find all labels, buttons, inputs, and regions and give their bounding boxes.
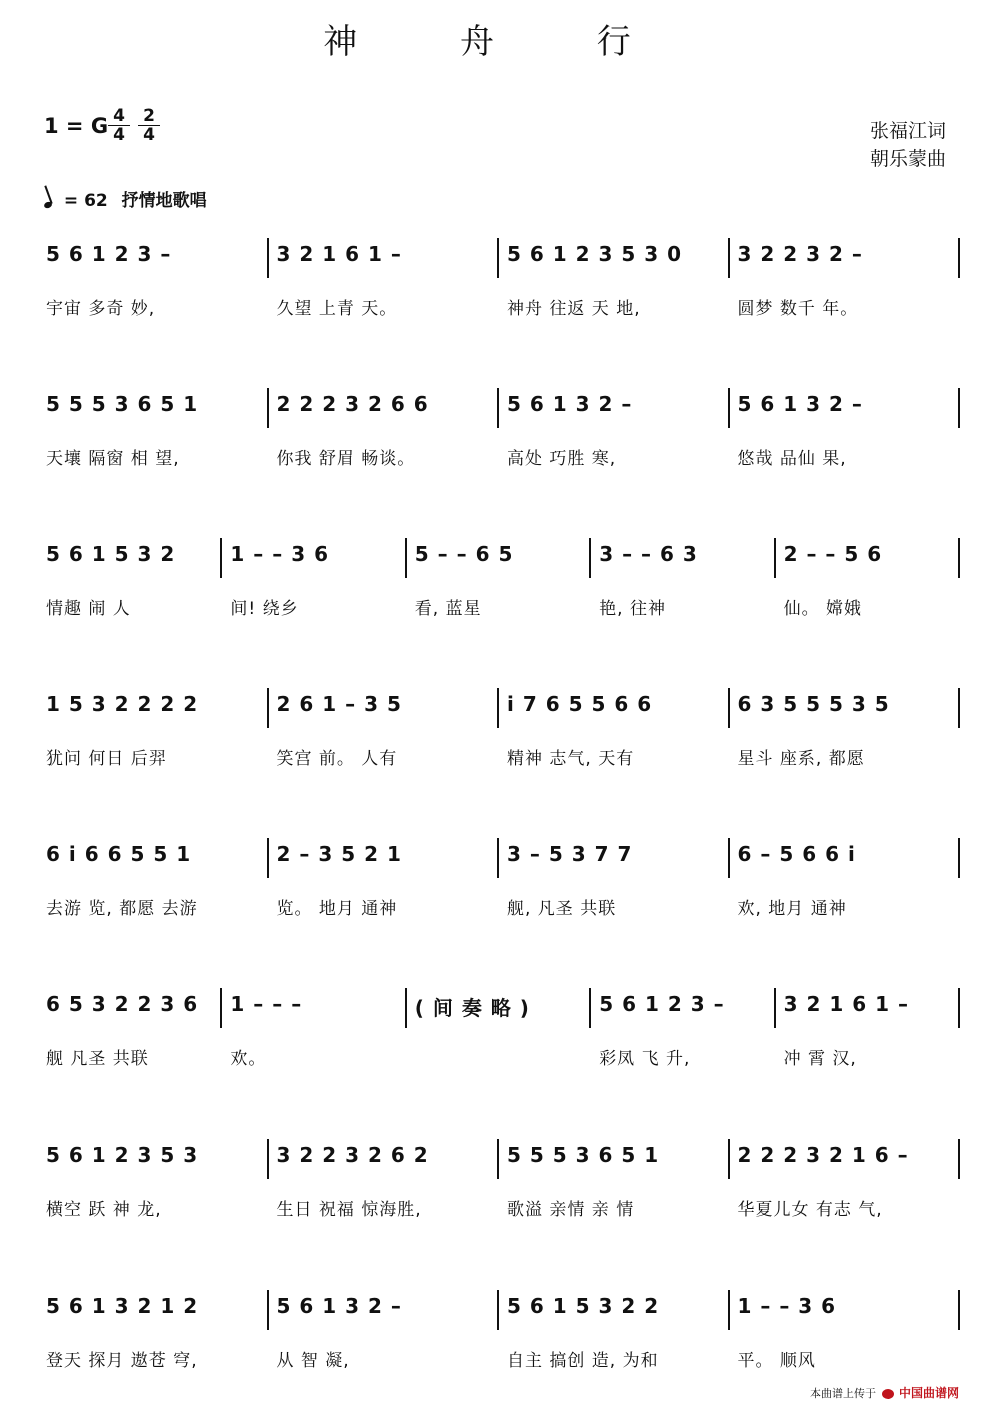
measure-notes: 5 5 5 3 6 5 1 (46, 392, 199, 416)
barline (497, 838, 499, 878)
barline (267, 238, 269, 278)
measure-lyric: 看, 蓝星 (414, 599, 482, 619)
measure-lyric: 悠哉 品仙 果, (737, 449, 847, 469)
barline (267, 388, 269, 428)
measure-lyric: 神舟 往返 天 地, (507, 299, 641, 319)
measure-notes: 6 – 5 6 6 i (737, 842, 856, 866)
measure-notes: 3 – 5 3 7 7 (507, 842, 633, 866)
measure-lyric: 圆梦 数千 年。 (737, 299, 859, 319)
measure-notes: 3 – – 6 3 (599, 542, 698, 566)
measure-lyric: 你我 舒眉 畅谈。 (276, 449, 416, 469)
measure-notes: 6 i 6 6 5 5 1 (46, 842, 192, 866)
measure-lyric: 横空 跃 神 龙, (46, 1200, 162, 1220)
key-signature: 1 = G (44, 114, 109, 138)
measure-lyric: 仙。 嫦娥 (783, 599, 862, 619)
measure-notes: 5 6 1 2 3 5 3 (46, 1143, 199, 1167)
measure-lyric: 笑宫 前。 人有 (276, 749, 398, 769)
barline (958, 538, 960, 578)
measure-notes: 1 – – 3 6 (737, 1294, 837, 1318)
time-signature-2: 2 4 (138, 108, 160, 143)
quarter-note-icon (43, 201, 53, 209)
barline (589, 988, 591, 1028)
measure-notes: 2 – 3 5 2 1 (276, 842, 402, 866)
measure-lyric: 自主 搞创 造, 为和 (507, 1351, 659, 1371)
measure-notes: 5 5 5 3 6 5 1 (507, 1143, 660, 1167)
time-signature-1: 4 4 (108, 108, 130, 143)
measure-lyric: 天壤 隔窗 相 望, (46, 449, 180, 469)
barline (220, 988, 222, 1028)
measure-lyric: 精神 志气, 天有 (507, 749, 635, 769)
measure-lyric: 情趣 闹 人 (46, 599, 131, 619)
measure-lyric: 冲 霄 汉, (783, 1049, 857, 1069)
tempo-value: = 62 (63, 191, 108, 211)
measure-notes: 5 6 1 3 2 – (507, 392, 633, 416)
measure-notes: 2 2 2 3 2 6 6 (276, 392, 429, 416)
score-row (44, 842, 966, 922)
measure-lyric: 去游 览, 都愿 去游 (46, 899, 198, 919)
barline (728, 238, 730, 278)
barline (728, 838, 730, 878)
measure-notes: 3 2 2 3 2 6 2 (276, 1143, 429, 1167)
score-row (44, 692, 966, 772)
measure-lyric: 平。 顺风 (737, 1351, 816, 1371)
footer-prefix: 本曲谱上传于 (810, 1387, 876, 1400)
measure-lyric: 艳, 往神 (599, 599, 666, 619)
lyricist-credit: 张福江词 (870, 120, 947, 142)
barline (497, 1139, 499, 1179)
barline (405, 538, 407, 578)
score-row (44, 542, 966, 622)
measure-lyric: 欢。 (230, 1049, 267, 1069)
measure-notes: 1 5 3 2 2 2 2 (46, 692, 199, 716)
barline (267, 688, 269, 728)
tempo-marking (44, 186, 207, 211)
barline (958, 238, 960, 278)
measure-lyric: 歌溢 亲情 亲 情 (507, 1200, 635, 1220)
barline (497, 238, 499, 278)
barline (958, 838, 960, 878)
score-row (44, 992, 966, 1072)
measure-notes: i 7 6 5 5 6 6 (507, 692, 653, 716)
measure-notes: 3 2 1 6 1 – (276, 242, 402, 266)
measure-lyric: 览。 地月 通神 (276, 899, 398, 919)
expression-text: 抒情地歌唱 (121, 191, 207, 211)
measure-notes: ( 间 奏 略 ) (414, 996, 530, 1020)
footer (810, 1384, 959, 1401)
barline (958, 388, 960, 428)
measure-notes: 5 6 1 5 3 2 (46, 542, 176, 566)
measure-lyric: 登天 探月 遨苍 穹, (46, 1351, 198, 1371)
barline (958, 1139, 960, 1179)
barline (589, 538, 591, 578)
measure-notes: 1 – – 3 6 (230, 542, 329, 566)
barline (497, 1290, 499, 1330)
measure-notes: 3 2 1 6 1 – (783, 992, 909, 1016)
barline (728, 688, 730, 728)
barline (405, 988, 407, 1028)
site-logo-icon (882, 1389, 894, 1399)
measure-notes: 6 3 5 5 5 3 5 (737, 692, 890, 716)
measure-notes: 2 6 1 – 3 5 (276, 692, 402, 716)
barline (220, 538, 222, 578)
measure-notes: 2 2 2 3 2 1 6 – (737, 1143, 909, 1167)
measure-notes: 5 6 1 3 2 – (737, 392, 863, 416)
measure-notes: 6 5 3 2 2 3 6 (46, 992, 199, 1016)
measure-lyric: 生日 祝福 惊海胜, (276, 1200, 422, 1220)
measure-notes: 1 – – – (230, 992, 303, 1016)
measure-lyric: 犹问 何日 后羿 (46, 749, 167, 769)
barline (774, 538, 776, 578)
song-title: 神 舟 行 (323, 22, 677, 62)
measure-lyric: 舰 凡圣 共联 (46, 1049, 149, 1069)
measure-lyric: 久望 上青 天。 (276, 299, 398, 319)
composer-credit: 朝乐蒙曲 (870, 148, 947, 170)
score-row (44, 1143, 966, 1223)
barline (728, 1139, 730, 1179)
measure-lyric: 星斗 座系, 都愿 (737, 749, 865, 769)
measure-lyric: 间! 绕乡 (230, 599, 299, 619)
measure-notes: 5 – – 6 5 (414, 542, 514, 566)
measure-lyric: 宇宙 多奇 妙, (46, 299, 156, 319)
measure-lyric: 欢, 地月 通神 (737, 899, 847, 919)
score-row (44, 1294, 966, 1374)
barline (728, 1290, 730, 1330)
score-row (44, 392, 966, 472)
measure-notes: 5 6 1 2 3 – (46, 242, 172, 266)
measure-notes: 5 6 1 2 3 – (599, 992, 725, 1016)
measure-lyric: 舰, 凡圣 共联 (507, 899, 617, 919)
measure-notes: 5 6 1 5 3 2 2 (507, 1294, 660, 1318)
score-row (44, 242, 966, 322)
barline (267, 1139, 269, 1179)
barline (267, 1290, 269, 1330)
barline (497, 388, 499, 428)
measure-notes: 2 – – 5 6 (783, 542, 883, 566)
measure-lyric: 华夏儿女 有志 气, (737, 1200, 883, 1220)
footer-site: 中国曲谱网 (899, 1386, 960, 1400)
measure-lyric: 彩凤 飞 升, (599, 1049, 691, 1069)
barline (728, 388, 730, 428)
measure-notes: 5 6 1 3 2 1 2 (46, 1294, 199, 1318)
barline (774, 988, 776, 1028)
barline (958, 688, 960, 728)
measure-notes: 3 2 2 3 2 – (737, 242, 863, 266)
measure-notes: 5 6 1 3 2 – (276, 1294, 402, 1318)
barline (958, 1290, 960, 1330)
barline (497, 688, 499, 728)
measure-lyric: 高处 巧胜 寒, (507, 449, 617, 469)
measure-lyric: 从 智 凝, (276, 1351, 350, 1371)
barline (958, 988, 960, 1028)
measure-notes: 5 6 1 2 3 5 3 0 (507, 242, 683, 266)
barline (267, 838, 269, 878)
